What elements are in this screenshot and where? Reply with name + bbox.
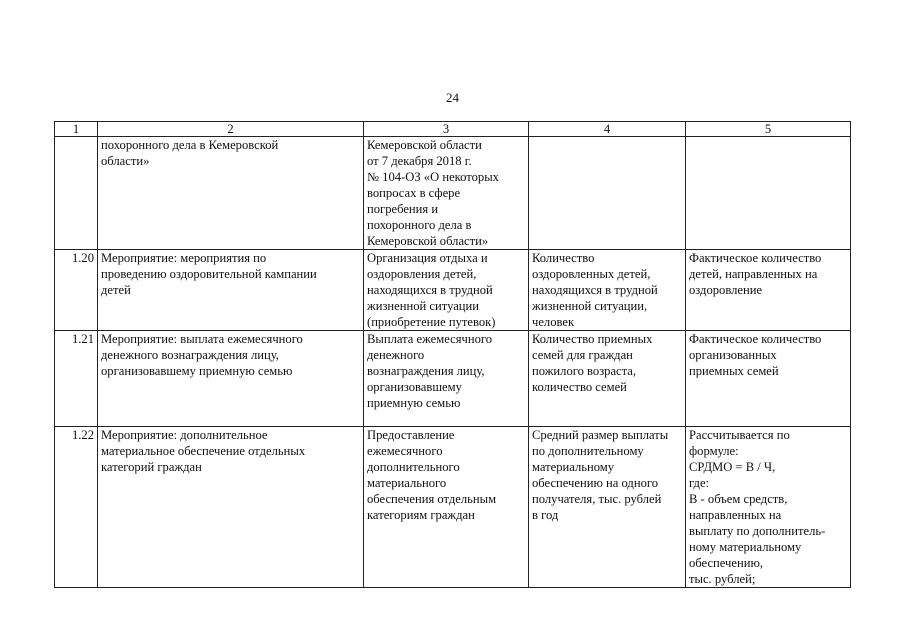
cell-text-line: обеспечению на одного bbox=[532, 476, 659, 490]
cell-text-line: где: bbox=[689, 476, 710, 490]
cell-text-line: категориям граждан bbox=[367, 508, 475, 522]
cell-text-line: оздоровления детей, bbox=[367, 267, 477, 281]
table-cell-col-2 bbox=[98, 331, 364, 427]
cell-text-line: Мероприятие: мероприятия по bbox=[101, 251, 267, 265]
cell-text-line: приемную семью bbox=[367, 396, 461, 410]
table-cell-col-2 bbox=[98, 137, 364, 250]
table-cell-col-3 bbox=[364, 137, 529, 250]
column-header-4: 4 bbox=[529, 122, 686, 137]
cell-text-line: формуле: bbox=[689, 444, 739, 458]
cell-text-line: денежного bbox=[367, 348, 425, 362]
cell-text-line: человек bbox=[532, 315, 575, 329]
cell-text-line: Мероприятие: дополнительное bbox=[101, 428, 268, 442]
cell-text-line: получателя, тыс. рублей bbox=[532, 492, 662, 506]
cell-text-line: обеспечения отдельным bbox=[367, 492, 497, 506]
table-cell-col-4 bbox=[529, 137, 686, 250]
cell-text-line: жизненной ситуации, bbox=[532, 299, 648, 313]
cell-text-line: материальному bbox=[532, 460, 615, 474]
cell-text-line: (приобретение путевок) bbox=[367, 315, 496, 329]
cell-text-line: организовавшему bbox=[367, 380, 462, 394]
cell-text-line: № 104-ОЗ «О некоторых bbox=[367, 170, 499, 184]
cell-text-line: вопросах в сфере bbox=[367, 186, 461, 200]
cell-text-line: от 7 декабря 2018 г. bbox=[367, 154, 472, 168]
cell-text-line: Предоставление bbox=[367, 428, 455, 442]
cell-text-line: детей, направленных на bbox=[689, 267, 818, 281]
table-row bbox=[55, 250, 851, 331]
cell-text-line: СРДМО = В / Ч, bbox=[689, 460, 776, 474]
cell-text-line: Рассчитывается по bbox=[689, 428, 790, 442]
cell-text-line: Кемеровской области bbox=[367, 138, 482, 152]
column-header-3: 3 bbox=[364, 122, 529, 137]
table-header-row bbox=[55, 122, 851, 137]
table-cell-col-2 bbox=[98, 250, 364, 331]
cell-text-line: обеспечению, bbox=[689, 556, 764, 570]
cell-text-line: приемных семей bbox=[689, 364, 779, 378]
column-header-5: 5 bbox=[686, 122, 851, 137]
row-number-cell: 1.21 bbox=[55, 331, 98, 427]
table-cell-col-5 bbox=[686, 250, 851, 331]
cell-text-line: пожилого возраста, bbox=[532, 364, 637, 378]
cell-text-line: детей bbox=[101, 283, 131, 297]
table-cell-col-5 bbox=[686, 427, 851, 588]
cell-text-line: находящихся в трудной bbox=[367, 283, 493, 297]
cell-text-line: жизненной ситуации bbox=[367, 299, 480, 313]
cell-text-line: похоронного дела в Кемеровской bbox=[101, 138, 279, 152]
cell-text-line: Количество bbox=[532, 251, 595, 265]
table-cell-col-3 bbox=[364, 427, 529, 588]
cell-text-line: денежного вознаграждения лицу, bbox=[101, 348, 279, 362]
cell-text-line: Мероприятие: выплата ежемесячного bbox=[101, 332, 303, 346]
cell-text-line: организовавшему приемную семью bbox=[101, 364, 293, 378]
cell-text-line: семей для граждан bbox=[532, 348, 633, 362]
cell-text-line: похоронного дела в bbox=[367, 218, 472, 232]
page-number: 24 bbox=[446, 90, 459, 105]
cell-text-line: в год bbox=[532, 508, 559, 522]
table-cell-col-4 bbox=[529, 250, 686, 331]
table-body bbox=[55, 137, 851, 588]
table-row bbox=[55, 331, 851, 427]
cell-text-line: материальное обеспечение отдельных bbox=[101, 444, 306, 458]
cell-text-line: количество семей bbox=[532, 380, 627, 394]
table-cell-col-3 bbox=[364, 250, 529, 331]
cell-text-line: находящихся в трудной bbox=[532, 283, 658, 297]
cell-text-line: области» bbox=[101, 154, 150, 168]
table-cell-col-5 bbox=[686, 331, 851, 427]
cell-text-line: материального bbox=[367, 476, 447, 490]
cell-text-line: оздоровленных детей, bbox=[532, 267, 651, 281]
cell-text-line: дополнительного bbox=[367, 460, 460, 474]
row-number-cell bbox=[55, 137, 98, 250]
column-header-2: 2 bbox=[98, 122, 364, 137]
cell-text-line: Средний размер выплаты bbox=[532, 428, 669, 442]
cell-text-line: выплату по дополнитель- bbox=[689, 524, 826, 538]
table-cell-col-2 bbox=[98, 427, 364, 588]
row-number-cell: 1.20 bbox=[55, 250, 98, 331]
row-number-cell: 1.22 bbox=[55, 427, 98, 588]
document-table bbox=[54, 121, 851, 588]
cell-text-line: Фактическое количество bbox=[689, 332, 822, 346]
table-cell-col-4 bbox=[529, 331, 686, 427]
cell-text-line: В - объем средств, bbox=[689, 492, 788, 506]
cell-text-line: Организация отдыха и bbox=[367, 251, 488, 265]
cell-text-line: оздоровление bbox=[689, 283, 763, 297]
cell-text-line: Кемеровской области» bbox=[367, 234, 489, 248]
cell-text-line: категорий граждан bbox=[101, 460, 202, 474]
cell-text-line: Выплата ежемесячного bbox=[367, 332, 493, 346]
cell-text-line: ежемесячного bbox=[367, 444, 443, 458]
cell-text-line: ному материальному bbox=[689, 540, 802, 554]
table-cell-col-3 bbox=[364, 331, 529, 427]
cell-text-line: вознаграждения лицу, bbox=[367, 364, 485, 378]
cell-text-line: организованных bbox=[689, 348, 777, 362]
cell-text-line: тыс. рублей; bbox=[689, 572, 756, 586]
table-cell-col-5 bbox=[686, 137, 851, 250]
cell-text-line: Количество приемных bbox=[532, 332, 653, 346]
table-row bbox=[55, 137, 851, 250]
table-row bbox=[55, 427, 851, 588]
cell-text-line: проведению оздоровительной кампании bbox=[101, 267, 317, 281]
cell-text-line: направленных на bbox=[689, 508, 782, 522]
cell-text-line: погребения и bbox=[367, 202, 439, 216]
column-header-1: 1 bbox=[55, 122, 98, 137]
cell-text-line: по дополнительному bbox=[532, 444, 644, 458]
table-cell-col-4 bbox=[529, 427, 686, 588]
cell-text-line: Фактическое количество bbox=[689, 251, 822, 265]
